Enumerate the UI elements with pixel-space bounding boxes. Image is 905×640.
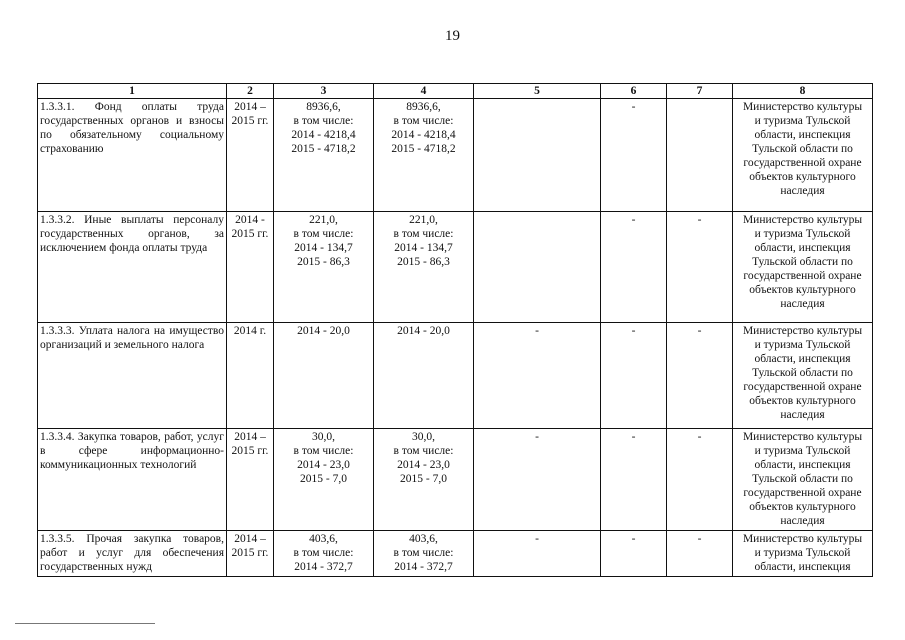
row-period: 2014 – 2015 гг.	[227, 99, 274, 212]
table-row	[38, 323, 873, 429]
row-col5: -	[474, 429, 601, 531]
row-amount-col3: 2014 - 20,0	[274, 323, 374, 429]
row-responsible: Министерство культуры и туризма Тульской области, инспекция Тульской области по государственной охране объектов культурного наследия	[733, 429, 873, 531]
row-responsible: Министерство культуры и туризма Тульской области, инспекция Тульской области по государственной охране объектов культурного наследия	[733, 99, 873, 212]
row-col5	[474, 99, 601, 212]
row-description: 1.3.3.3. Уплата налога на имущество организаций и земельного налога	[38, 323, 227, 429]
table-row	[38, 99, 873, 212]
table-row	[38, 531, 873, 577]
column-header: 5	[474, 84, 601, 99]
column-header: 6	[601, 84, 667, 99]
row-col7: -	[667, 323, 733, 429]
footnote-divider	[15, 623, 155, 624]
row-col6: -	[601, 99, 667, 212]
row-col5: -	[474, 531, 601, 577]
row-amount-col3: 30,0, в том числе: 2014 - 23,0 2015 - 7,0	[274, 429, 374, 531]
row-amount-col4: 2014 - 20,0	[374, 323, 474, 429]
column-header: 4	[374, 84, 474, 99]
row-col6: -	[601, 429, 667, 531]
row-period: 2014 – 2015 гг.	[227, 429, 274, 531]
row-description: 1.3.3.5. Прочая закупка товаров, работ и услуг для обеспечения государственных нужд	[38, 531, 227, 577]
row-amount-col3: 403,6, в том числе: 2014 - 372,7	[274, 531, 374, 577]
table-row	[38, 429, 873, 531]
column-header: 3	[274, 84, 374, 99]
page-number: 19	[445, 28, 460, 44]
row-responsible: Министерство культуры и туризма Тульской области, инспекция Тульской области по государственной охране объектов культурного наследия	[733, 212, 873, 323]
column-header: 2	[227, 84, 274, 99]
row-col5	[474, 212, 601, 323]
row-col6: -	[601, 531, 667, 577]
row-period: 2014 - 2015 гг.	[227, 212, 274, 323]
row-amount-col3: 8936,6, в том числе: 2014 - 4218,4 2015 - 4718,2	[274, 99, 374, 212]
row-amount-col4: 30,0, в том числе: 2014 - 23,0 2015 - 7,0	[374, 429, 474, 531]
row-period: 2014 – 2015 гг.	[227, 531, 274, 577]
table-row	[38, 212, 873, 323]
header-row	[38, 84, 873, 99]
row-col5: -	[474, 323, 601, 429]
row-responsible: Министерство культуры и туризма Тульской области, инспекция	[733, 531, 873, 577]
row-col7: -	[667, 212, 733, 323]
row-period: 2014 г.	[227, 323, 274, 429]
row-amount-col3: 221,0, в том числе: 2014 - 134,7 2015 - 86,3	[274, 212, 374, 323]
row-col7	[667, 99, 733, 212]
row-col6: -	[601, 323, 667, 429]
row-amount-col4: 8936,6, в том числе: 2014 - 4218,4 2015 - 4718,2	[374, 99, 474, 212]
row-col7: -	[667, 429, 733, 531]
row-amount-col4: 221,0, в том числе: 2014 - 134,7 2015 - 86,3	[374, 212, 474, 323]
column-header: 7	[667, 84, 733, 99]
column-header: 1	[38, 84, 227, 99]
row-description: 1.3.3.4. Закупка товаров, работ, услуг в сфере информационно-коммуникационных технологий	[38, 429, 227, 531]
row-description: 1.3.3.2. Иные выплаты персоналу государственных органов, за исключением фонда оплаты труда	[38, 212, 227, 323]
row-description: 1.3.3.1. Фонд оплаты труда государственных органов и взносы по обязательному социальному страхованию	[38, 99, 227, 212]
row-col7: -	[667, 531, 733, 577]
row-col6: -	[601, 212, 667, 323]
data-table	[37, 83, 873, 577]
column-header: 8	[733, 84, 873, 99]
row-responsible: Министерство культуры и туризма Тульской области, инспекция Тульской области по государственной охране объектов культурного наследия	[733, 323, 873, 429]
row-amount-col4: 403,6, в том числе: 2014 - 372,7	[374, 531, 474, 577]
